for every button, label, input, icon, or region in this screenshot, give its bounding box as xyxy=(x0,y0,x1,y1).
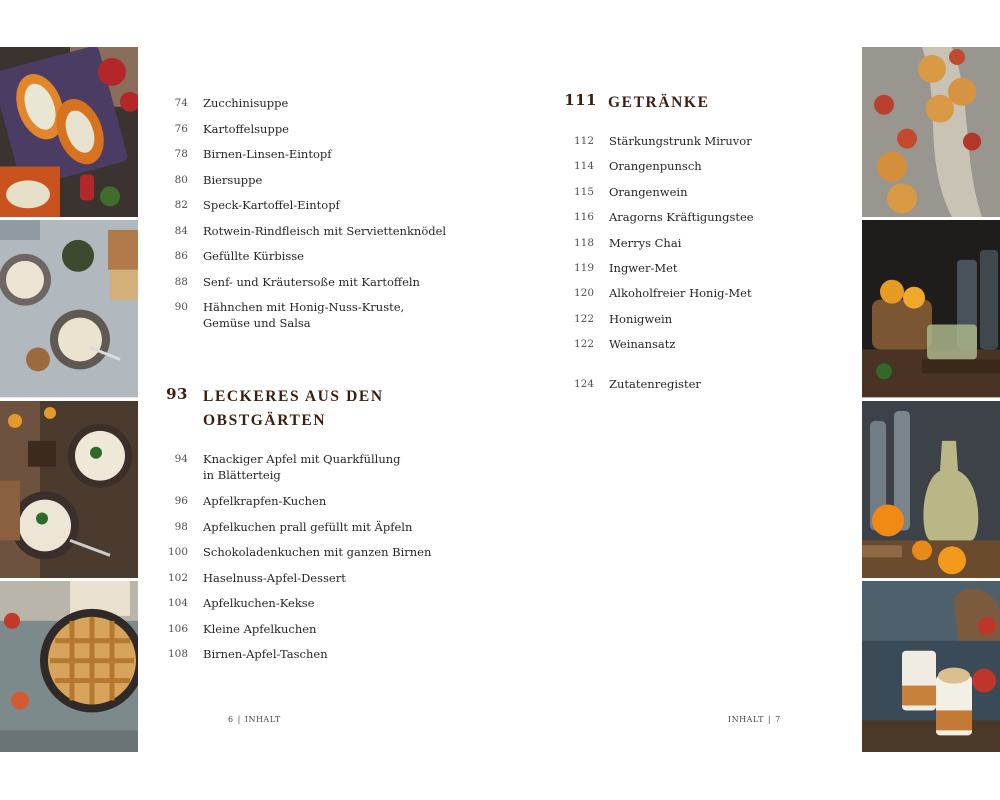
toc-title: Stärkungstrunk Miruvor xyxy=(609,134,752,148)
toc-title: Weinansatz xyxy=(609,337,676,352)
footer-label: INHALT xyxy=(728,715,764,724)
toc-entry[interactable] xyxy=(158,595,458,621)
right-toc-index xyxy=(564,376,854,392)
toc-title: Apfelkuchen prall gefüllt mit Äpfeln xyxy=(203,519,413,534)
toc-title-line: Hähnchen mit Honig-Nuss-Kruste, xyxy=(203,300,405,314)
toc-page-number: 80 xyxy=(174,173,188,186)
toc-entry[interactable] xyxy=(158,299,458,331)
toc-entry[interactable] xyxy=(564,260,854,285)
footer-page-number: 6 xyxy=(228,715,234,724)
toc-title: Orangenpunsch xyxy=(609,159,702,174)
toc-title: Zutatenregister xyxy=(609,377,701,391)
soup-bowls-flatlay-photo xyxy=(0,220,138,400)
toc-entry[interactable] xyxy=(158,121,458,147)
toc-page-number: 118 xyxy=(573,236,594,249)
toc-title: Aragorns Kräftigungstee xyxy=(609,210,754,225)
toc-title: Alkoholfreier Honig-Met xyxy=(609,286,752,301)
toc-title: Birnen-Linsen-Eintopf xyxy=(203,147,332,161)
toc-entry[interactable] xyxy=(564,285,854,310)
lattice-apple-pie-photo xyxy=(0,581,138,752)
toc-title-line: in Blätterteig xyxy=(203,468,281,482)
toc-page-number: 108 xyxy=(167,648,188,660)
toc-page-number: 84 xyxy=(174,224,188,237)
toc-entry[interactable] xyxy=(158,646,458,672)
toc-title: Schokoladenkuchen mit ganzen Birnen xyxy=(203,545,432,559)
toc-title: Kartoffelsuppe xyxy=(203,121,289,136)
toc-entry[interactable] xyxy=(158,570,458,596)
stuffed-squash-pan-photo xyxy=(0,47,138,220)
section-page-number: 111 xyxy=(564,91,597,109)
section-heading[interactable] xyxy=(563,91,853,115)
toc-title xyxy=(203,299,404,331)
toc-page-number: 115 xyxy=(573,185,594,198)
toc-title: Birnen-Apfel-Taschen xyxy=(203,647,328,661)
toc-page-number: 114 xyxy=(573,160,594,173)
section-heading[interactable] xyxy=(158,385,458,433)
toc-page-number: 112 xyxy=(573,135,594,147)
toc-page-number: 98 xyxy=(174,520,188,533)
toc-title: Honigwein xyxy=(609,311,673,326)
toc-entry[interactable] xyxy=(158,544,458,570)
toc-entry[interactable] xyxy=(564,376,854,392)
toc-entry[interactable] xyxy=(158,172,458,198)
toc-page-number: 96 xyxy=(174,495,188,507)
toc-entry[interactable] xyxy=(158,248,458,274)
footer-separator: | xyxy=(237,715,241,724)
footer-page-number: 7 xyxy=(775,715,781,724)
toc-entry[interactable] xyxy=(158,146,458,172)
toc-page-number: 104 xyxy=(167,597,188,609)
small-apple-tarts-photo xyxy=(862,47,1000,220)
footer-label: INHALT xyxy=(244,715,281,724)
toc-page-number: 102 xyxy=(167,571,188,584)
book-spread xyxy=(0,47,1000,752)
section-page-number: 93 xyxy=(166,385,188,403)
tea-glass-oranges-photo xyxy=(862,220,1000,400)
toc-entry[interactable] xyxy=(564,209,854,234)
toc-entry[interactable] xyxy=(564,235,854,260)
toc-title: Biersuppe xyxy=(203,172,263,187)
section-leckeres xyxy=(158,385,458,433)
toc-page-number: 122 xyxy=(573,312,594,325)
toc-page-number: 94 xyxy=(174,453,188,465)
toc-title: Apfelkuchen-Kekse xyxy=(203,596,315,610)
cream-soup-bread-photo xyxy=(0,401,138,581)
right-toc xyxy=(564,133,854,362)
toc-title: Zucchinisuppe xyxy=(203,96,289,110)
toc-title: Speck-Kartoffel-Eintopf xyxy=(203,198,340,212)
toc-page-number: 82 xyxy=(174,199,188,211)
toc-title: Senf- und Kräutersoße mit Kartoffeln xyxy=(203,274,420,289)
left-toc-top xyxy=(158,95,458,331)
bottles-oranges-photo xyxy=(862,401,1000,581)
toc-entry[interactable] xyxy=(158,274,458,300)
toc-title: Rotwein-Rindfleisch mit Serviettenknödel xyxy=(203,223,447,238)
toc-page-number: 124 xyxy=(573,378,594,390)
toc-page-number: 122 xyxy=(573,338,594,351)
toc-title: Kleine Apfelkuchen xyxy=(203,621,317,636)
section-getraenke xyxy=(563,91,853,115)
toc-entry[interactable] xyxy=(158,621,458,647)
section-title: GETRÄNKE xyxy=(608,94,710,111)
toc-page-number: 78 xyxy=(174,148,188,160)
toc-entry[interactable] xyxy=(564,336,854,361)
section-title-line: LECKERES AUS DEN xyxy=(203,388,384,405)
right-page-footer xyxy=(728,715,781,724)
toc-page-number: 119 xyxy=(573,261,594,274)
toc-title-line: Gemüse und Salsa xyxy=(203,316,311,330)
toc-entry[interactable] xyxy=(158,197,458,223)
toc-page-number: 100 xyxy=(167,546,188,558)
right-photo-strip xyxy=(862,47,1000,752)
toc-entry[interactable] xyxy=(158,95,458,121)
toc-title-line: Knackiger Apfel mit Quarkfüllung xyxy=(203,452,401,466)
toc-entry[interactable] xyxy=(158,493,458,519)
toc-title: Haselnuss-Apfel-Dessert xyxy=(203,570,346,585)
toc-entry[interactable] xyxy=(564,133,854,158)
toc-entry[interactable] xyxy=(564,311,854,336)
toc-title: Ingwer-Met xyxy=(609,260,678,275)
toc-title: Apfelkrapfen-Kuchen xyxy=(203,494,327,508)
section-title xyxy=(203,385,403,433)
toc-entry[interactable] xyxy=(158,519,458,545)
toc-page-number: 86 xyxy=(174,250,188,262)
toc-title xyxy=(203,451,401,483)
left-photo-strip xyxy=(0,47,138,752)
toc-page-number: 76 xyxy=(174,122,188,135)
toc-title: Merrys Chai xyxy=(609,235,682,250)
toc-entry[interactable] xyxy=(158,223,458,249)
toc-entry[interactable] xyxy=(564,158,854,183)
toc-page-number: 74 xyxy=(174,97,188,109)
toc-page-number: 116 xyxy=(573,211,594,224)
toc-page-number: 120 xyxy=(573,287,594,300)
dessert-glasses-apples-photo xyxy=(862,581,1000,752)
left-toc-section xyxy=(158,451,458,672)
left-page-footer xyxy=(228,715,281,724)
toc-title: Orangenwein xyxy=(609,184,688,199)
footer-separator: | xyxy=(767,715,772,724)
toc-entry[interactable] xyxy=(158,451,458,493)
toc-entry[interactable] xyxy=(564,184,854,209)
toc-title: Gefüllte Kürbisse xyxy=(203,249,304,263)
section-title-line: OBSTGÄRTEN xyxy=(203,412,327,429)
toc-page-number: 88 xyxy=(174,275,188,288)
toc-page-number: 106 xyxy=(167,622,188,635)
toc-page-number: 90 xyxy=(174,301,188,313)
